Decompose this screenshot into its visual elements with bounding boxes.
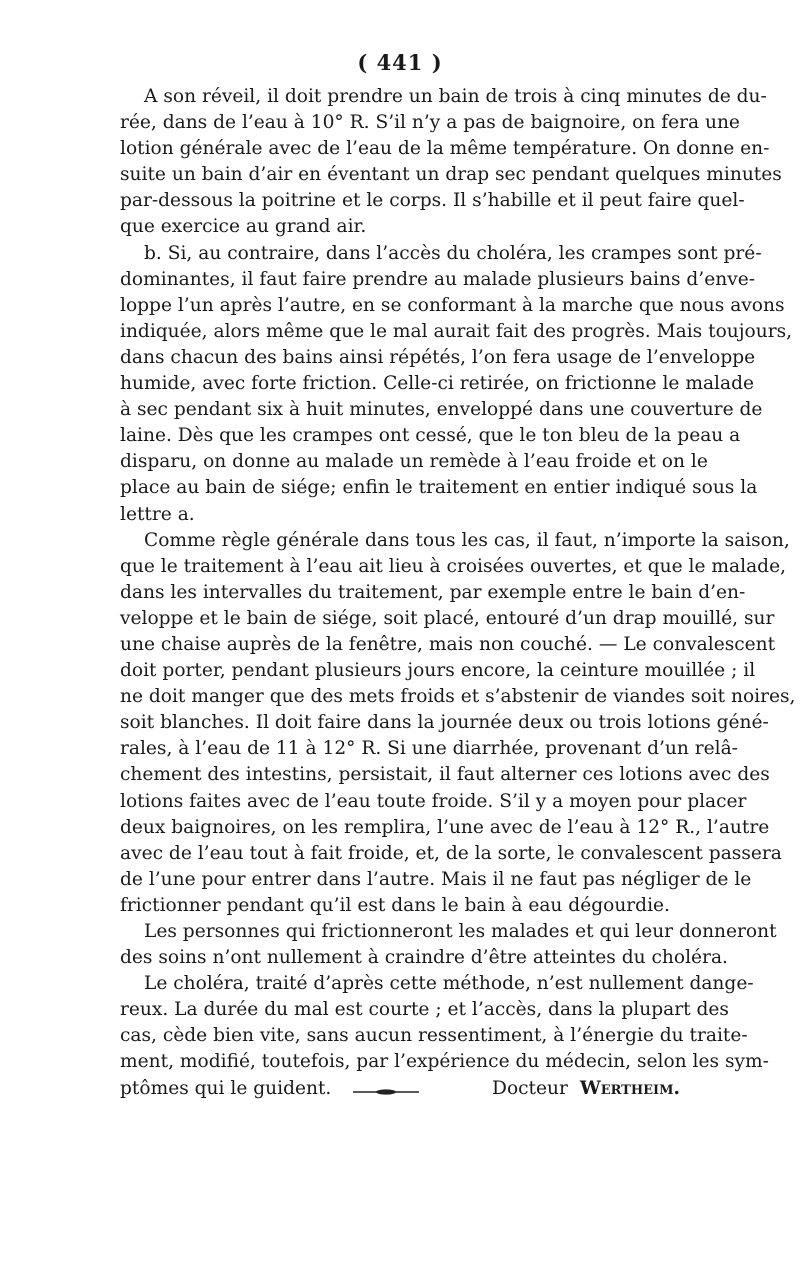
- text-line: à sec pendant six à huit minutes, enveloppé dans une couverture de: [120, 399, 763, 421]
- text-line: que le traitement à l’eau ait lieu à croisées ouvertes, et que le malade,: [120, 555, 786, 577]
- text-line: lettre a.: [120, 503, 195, 525]
- text-line: Les personnes qui frictionneront les malades et qui leur donneront: [144, 921, 777, 942]
- text-line: deux baignoires, on les remplira, l’une avec de l’eau à 12° R., l’autre: [120, 816, 770, 838]
- text-line: des soins n’ont nullement à craindre d’être atteintes du choléra.: [120, 947, 728, 969]
- text-line: rales, à l’eau de 11 à 12° R. Si une diarrhée, provenant d’un relâ-: [120, 738, 738, 760]
- body-text: [120, 84, 796, 1102]
- text-line: suite un bain d’air en éventant un drap sec pendant quelques minutes: [120, 164, 782, 186]
- text-line: chement des intestins, persistait, il faut alterner ces lotions avec des: [120, 764, 770, 786]
- text-line: que exercice au grand air.: [120, 216, 367, 238]
- text-line: ne doit manger que des mets froids et s’abstenir de viandes soit noires,: [120, 686, 796, 708]
- paragraph-5: [120, 971, 769, 1101]
- text-line: une chaise auprès de la fenêtre, mais non couché. — Le convalescent: [120, 633, 776, 655]
- text-line: dominantes, il faut faire prendre au malade plusieurs bains d’enve-: [120, 268, 755, 290]
- text-line: disparu, on donne au malade un remède à l’eau froide et on le: [120, 451, 708, 473]
- text-line: b. Si, au contraire, dans l’accès du choléra, les crampes sont pré-: [144, 242, 762, 264]
- text-line: Le choléra, traité d’après cette méthode, n’est nullement dange-: [144, 973, 754, 995]
- signature-title: Docteur: [492, 1077, 568, 1099]
- signature: [492, 1076, 680, 1102]
- text-line: loppe l’un après l’autre, en se conformant à la marche que nous avons: [120, 294, 785, 316]
- text-line: humide, avec forte friction. Celle-ci retirée, on frictionne le malade: [120, 373, 754, 395]
- text-line: A son réveil, il doit prendre un bain de trois à cinq minutes de du-: [144, 86, 767, 107]
- text-line: doit porter, pendant plusieurs jours encore, la ceinture mouillée ; il: [120, 660, 756, 682]
- closing-text: ptômes qui le guident.: [120, 1077, 332, 1099]
- text-line: dans les intervalles du traitement, par exemple entre le bain d’en-: [120, 581, 746, 603]
- text-line: place au bain de siége; enfin le traitement en entier indiqué sous la: [120, 477, 758, 499]
- text-line: lotion générale avec de l’eau de la même température. On donne en-: [120, 138, 770, 160]
- paragraph-4: [120, 919, 777, 971]
- signature-name: Wertheim.: [579, 1077, 680, 1099]
- text-line: laine. Dès que les crampes ont cessé, que le ton bleu de la peau a: [120, 425, 741, 447]
- text-line: rée, dans de l’eau à 10° R. S’il n’y a pas de baignoire, on fera une: [120, 112, 740, 134]
- paragraph-3: [120, 528, 796, 919]
- text-line: frictionner pendant qu’il est dans le bain à eau dégourdie.: [120, 894, 670, 916]
- paragraph-2: [120, 241, 793, 528]
- text-line: veloppe et le bain de siége, soit placé, entouré d’un drap mouillé, sur: [120, 607, 775, 629]
- paragraph-1: [120, 84, 782, 241]
- text-line: dans chacun des bains ainsi répétés, l’on fera usage de l’enveloppe: [120, 346, 756, 368]
- text-line: de l’une pour entrer dans l’autre. Mais il ne faut pas négliger de le: [120, 868, 752, 890]
- text-line: lotions faites avec de l’eau toute froide. S’il y a moyen pour placer: [120, 790, 747, 812]
- text-line: cas, cède bien vite, sans aucun ressentiment, à l’énergie du traite-: [120, 1025, 748, 1047]
- text-line: soit blanches. Il doit faire dans la journée deux ou trois lotions géné-: [120, 712, 769, 734]
- text-line: ment, modifié, toutefois, par l’expérience du médecin, selon les sym-: [120, 1051, 769, 1073]
- text-line: Comme règle générale dans tous les cas, il faut, n’importe la saison,: [144, 529, 790, 551]
- text-line: par-dessous la poitrine et le corps. Il s’habille et il peut faire quel-: [120, 190, 745, 212]
- page-number: ( 441 ): [357, 50, 443, 75]
- text-line: avec de l’eau tout à fait froide, et, de la sorte, le convalescent passera: [120, 842, 782, 864]
- text-line: reux. La durée du mal est courte ; et l’accès, dans la plupart des: [120, 999, 729, 1021]
- text-line: indiquée, alors même que le mal aurait fait des progrès. Mais toujours,: [120, 320, 793, 342]
- end-ornament-rule: [353, 1089, 419, 1095]
